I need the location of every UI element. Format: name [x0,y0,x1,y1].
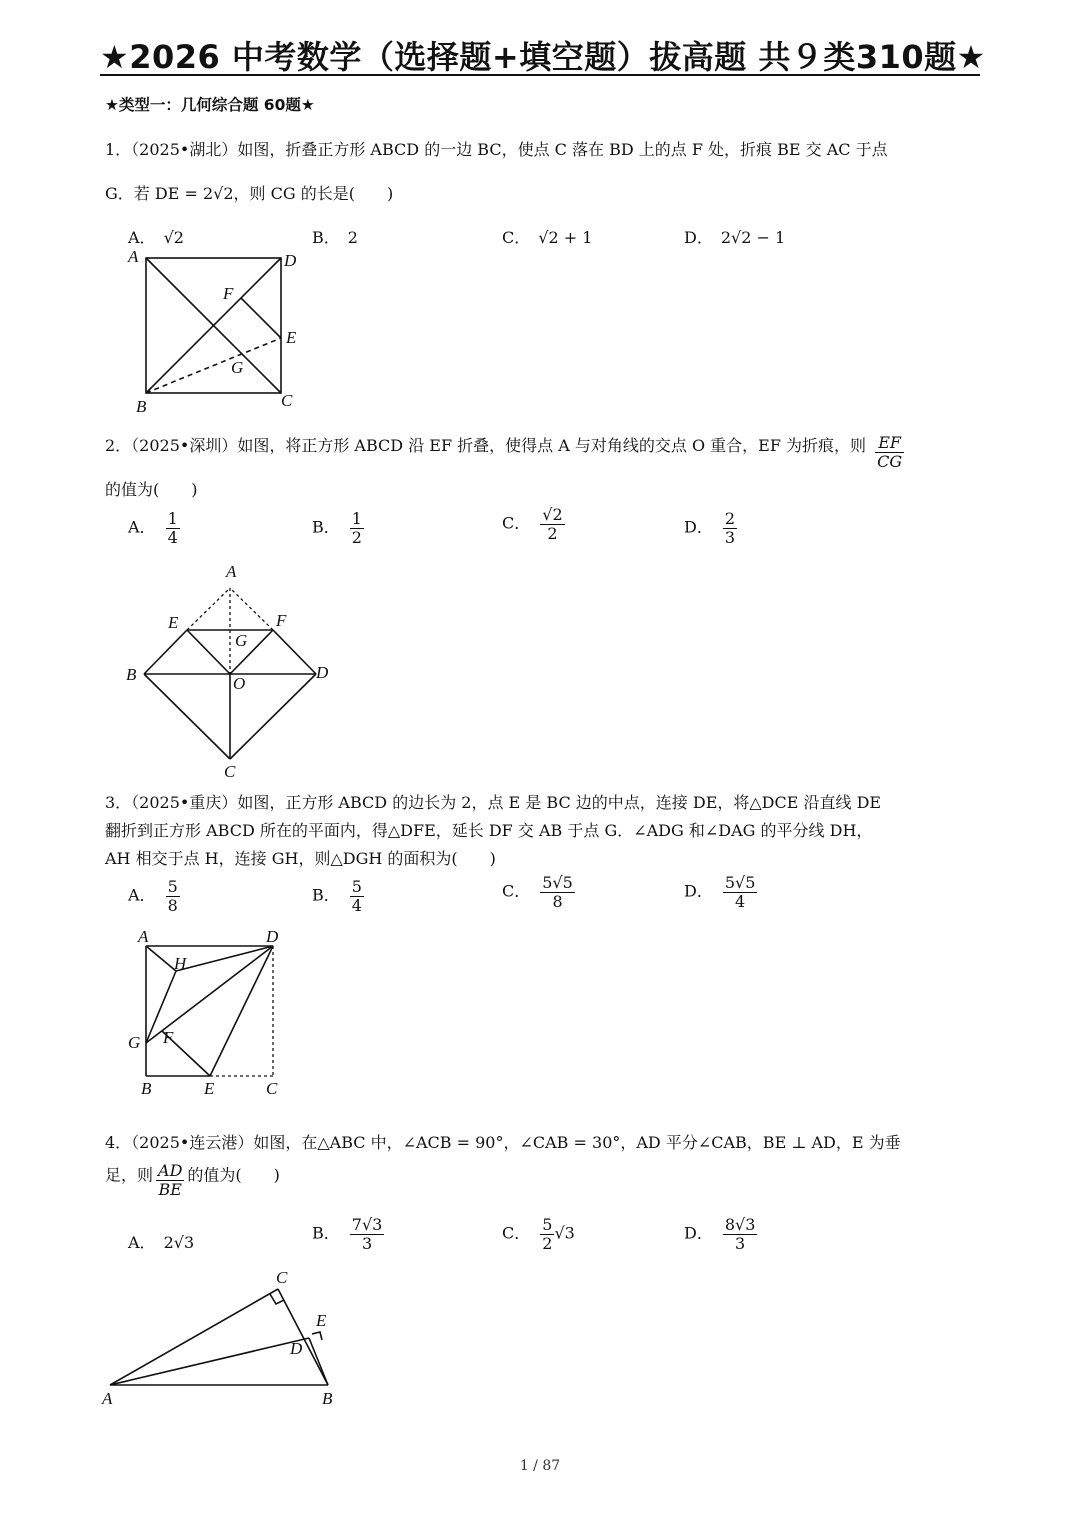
q2-option-b[interactable]: B． $\frac{1}{2}$ [312,509,362,547]
q3-label-h: H [174,954,187,973]
q2-frac-num: EF [875,434,904,453]
q2-label-e: E [168,613,179,632]
q1-option-d[interactable]: D． 2√2 − 1 [684,228,786,247]
q2-frac-den: CG [877,452,903,471]
q3-label-g: G [128,1033,141,1052]
section-title: ★类型一：几何综合题 60题★ [105,96,315,114]
q1-option-c[interactable]: C． √2 + 1 [502,228,593,247]
q2-label-f: F [276,611,287,630]
q1-label-a: A [128,247,139,266]
q3-label-f: F [163,1028,174,1047]
q4-frac-den: BE [158,1179,182,1199]
q1-label-c: C [281,391,293,410]
q2-stem-line2: 的值为( ) [105,480,198,499]
q3-stem-line1: 3．（2025•重庆）如图，正方形 ABCD 的边长为 2，点 E 是 BC 边的中点，连接 DE，将△DCE 沿直线 DE [105,793,882,812]
q1-option-a[interactable]: A． √2 [128,228,184,247]
q2-label-o: O [233,674,246,693]
page-number: 1 / 87 [519,1458,561,1474]
q2-label-d: D [316,663,329,682]
q3-figure [120,924,300,1102]
q3-stem-line3: AH 相交于点 H，连接 GH，则△DGH 的面积为( ) [105,849,496,868]
q1-option-b[interactable]: B． 2 [312,228,358,247]
q3-option-c[interactable]: C． $\frac{5√5}{8}$ [502,873,573,911]
q1-label-e: E [286,328,297,347]
q1-figure [120,244,320,424]
q4-label-d: D [290,1339,303,1358]
q3-label-a: A [138,927,149,946]
q2-figure [120,560,340,785]
q2-option-a[interactable]: A． $\frac{1}{4}$ [128,509,178,547]
q2-label-g: G [235,631,248,650]
q4-option-a[interactable]: A． 2√3 [128,1233,195,1252]
q1-label-b: B [136,397,147,416]
q1-label-g: G [231,358,244,377]
q3-option-a[interactable]: A． $\frac{5}{8}$ [128,877,178,915]
q1-label-d: D [284,251,297,270]
q1-stem-line2: G．若 DE = 2√2，则 CG 的长是( ) [105,184,394,203]
q4-label-a: A [102,1389,113,1408]
q3-label-d: D [266,927,279,946]
q2-stem-line1: 2．（2025•深圳）如图，将正方形 ABCD 沿 EF 折叠，使得点 A 与对角线的交点 O 重合，EF 为折痕，则 $\frac{EF}{CG}$ [105,433,903,471]
q4-option-c[interactable]: C． $\frac{5}{2}$ √3 [502,1215,575,1253]
q4-stem-line1: 4．（2025•连云港）如图，在△ABC 中，∠ACB = 90°，∠CAB = 30°，AD 平分∠CAB，BE ⊥ AD，E 为垂 [105,1133,901,1152]
q4-figure [98,1264,348,1414]
q3-option-b[interactable]: B． $\frac{5}{4}$ [312,877,362,915]
q2-label-a: A [226,562,237,581]
q4-label-c: C [276,1268,288,1287]
q4-option-b[interactable]: B． $\frac{7√3}{3}$ [312,1215,383,1253]
q2-option-c[interactable]: C． $\frac{√2}{2}$ [502,505,563,543]
q2-label-b: B [126,665,137,684]
page-title: ★2026 中考数学（选择题+填空题）拔高题 共９类310题★ [100,38,986,76]
q2-label-c: C [224,762,236,781]
q4-frac-num: AD [158,1161,183,1180]
q1-stem-line1: 1．（2025•湖北）如图，折叠正方形 ABCD 的一边 BC，使点 C 落在 BD 上的点 F 处，折痕 BE 交 AC 于点 [105,140,888,159]
q2-option-d[interactable]: D． $\frac{2}{3}$ [684,509,736,547]
q3-option-d[interactable]: D． $\frac{5√5}{4}$ [684,873,756,911]
q4-stem-line2: 足，则 $\frac{AD}{BE}$ 的值为( ) [105,1161,280,1199]
q1-label-f: F [223,284,234,303]
q3-label-c: C [266,1079,278,1098]
q3-stem-line2: 翻折到正方形 ABCD 所在的平面内，得△DFE，延长 DF 交 AB 于点 G．∠ADG 和∠DAG 的平分线 DH， [105,821,873,840]
q4-label-e: E [316,1311,327,1330]
q3-label-e: E [204,1079,215,1098]
q4-option-d[interactable]: D． $\frac{8√3}{3}$ [684,1215,756,1253]
q4-label-b: B [322,1389,333,1408]
header-divider [100,74,980,76]
q3-label-b: B [141,1079,152,1098]
